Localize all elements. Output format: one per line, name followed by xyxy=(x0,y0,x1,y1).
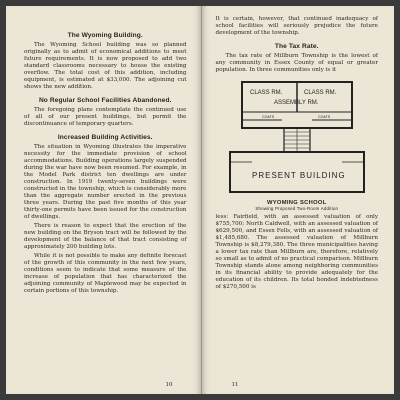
figure-caption-title: WYOMING SCHOOL xyxy=(266,200,327,206)
paragraph: less: Fairfield, with an assessed valuation of only $755,700; North Caldwell, with an assessed valuation of $629,500, and Essex Fells, with an assessed valuation of $1,485,680. The assessed valuation of Millburn Township is $8,279,380. The three municipalities having a lower tax rate than Millburn are, therefore, relatively so small as to admit of no practical comparison. Millburn Township stands alone among neighboring communities in its financial ability to provide adequately for the education of its children. Its total bonded indebtedness of $270,500 is xyxy=(215,214,378,290)
page-number: 11 xyxy=(231,382,239,388)
label-coats-right: COATS xyxy=(317,115,330,119)
paragraph: The Wyoming School building was so planned originally as to admit of economical additions to meet future requirements. It is now proposed to add two standard classrooms necessary to house the existing overflow. The total cost of this addition, including equipment, is estimated at $33,000. The adjoining cut shows the new addition. xyxy=(24,42,187,90)
right-page xyxy=(202,6,395,394)
floor-plan-drawing xyxy=(222,78,372,198)
figure-caption-subtitle: Showing Proposed Two-Room Addition xyxy=(255,206,339,211)
paragraph: There is reason to expect that the erection of the new building on the Bryson tract will be followed by the development of the balance of that tract consisting of approximately 200 building lots. xyxy=(24,223,187,250)
heading-no-facilities-abandoned: No Regular School Facilities Abandoned. xyxy=(38,97,172,104)
label-present-building: PRESENT BUILDING xyxy=(251,171,346,180)
label-class-room-right: CLASS RM. xyxy=(303,90,337,96)
label-coats-left: COATS xyxy=(261,115,274,119)
paragraph: The tax rate of Millburn Township is the lowest of any community in Essex County of equal or greater population. In three communities only is it xyxy=(215,53,378,73)
paragraph: While it is not possible to make any definite forecast of the growth of this community in the next few years, conditions seem to indicate that some measure of the increase of population that has characterized the adjoining community of Maplewood may be expected in certain portions of this township. xyxy=(24,253,187,294)
left-page xyxy=(6,6,202,394)
page-number: 10 xyxy=(165,382,173,388)
heading-increased-building: Increased Building Activities. xyxy=(57,134,153,141)
heading-tax-rate: The Tax Rate. xyxy=(274,43,319,50)
book-spread xyxy=(6,6,394,394)
paragraph: The foregoing plans contemplate the continued use of all of our present buildings, but permit the discontinuance of temporary quarters. xyxy=(24,107,187,127)
paragraph: It is certain, however, that continued inadequacy of school facilities will seriously prejudice the future development of the township. xyxy=(215,16,378,36)
floor-plan-figure xyxy=(222,78,372,198)
heading-wyoming-building: The Wyoming Building. xyxy=(67,32,143,39)
paragraph: The situation in Wyoming illustrates the imperative necessity for the immediate provision of school accommodations. Building operations largely suspended during the war have now been resumed. For example, in the Model Park district ten dwellings are under construction. In 1919 twenty-seven buildings were constructed in the township, which is considerably more than the aggregate number erected in the previous three years. During the past five months of this year thirty-one permits have been issued for the construction of dwellings. xyxy=(24,144,187,220)
label-assembly-room: ASSEMBLY RM. xyxy=(273,100,319,106)
label-class-room-left: CLASS RM. xyxy=(249,90,283,96)
